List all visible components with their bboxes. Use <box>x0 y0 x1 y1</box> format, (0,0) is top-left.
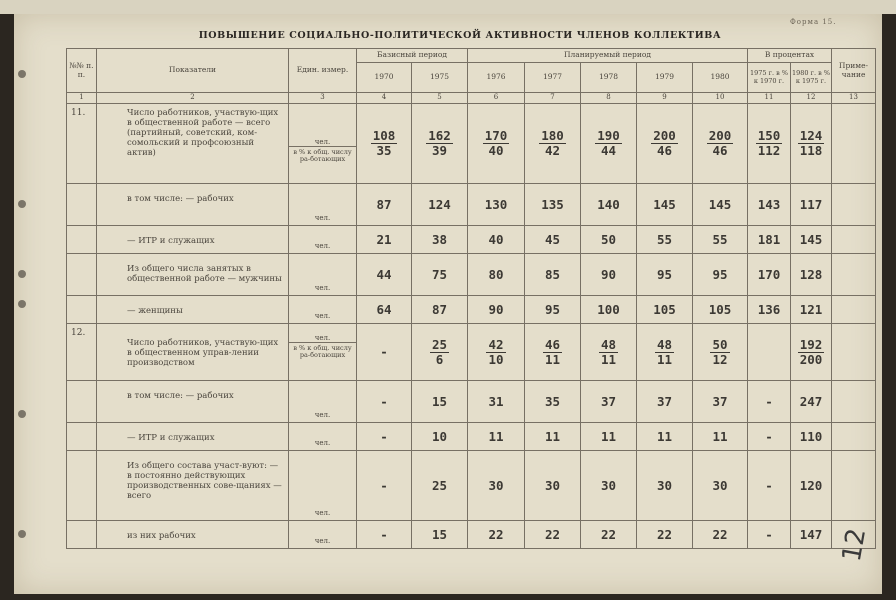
value-cell: 110 <box>791 423 832 451</box>
value-cell <box>468 324 525 381</box>
value-cell: 87 <box>412 296 468 324</box>
value-bottom: 11 <box>656 351 673 367</box>
header-indicators: Показатели <box>97 49 289 93</box>
value-cell <box>412 324 468 381</box>
table-row <box>67 324 876 381</box>
value-bottom: 44 <box>600 143 617 158</box>
handwritten-page-mark: 12 <box>836 526 873 564</box>
value-top: 48 <box>600 336 617 352</box>
value-bottom: 12 <box>712 351 728 367</box>
row-label: в том числе: — рабочих <box>97 184 289 226</box>
value-bottom: 112 <box>757 143 781 158</box>
unit-cell: чел. <box>289 226 357 254</box>
value-cell: 80 <box>468 254 525 296</box>
value-top: 200 <box>708 128 732 143</box>
column-number-row <box>67 93 876 104</box>
value-bottom: 46 <box>656 143 673 158</box>
value-top: 108 <box>372 128 396 143</box>
unit-pct: в % к общ. числу ра-ботающих <box>293 148 352 163</box>
value-cell: 136 <box>748 296 791 324</box>
binding-hole <box>18 70 26 78</box>
table-row <box>67 423 876 451</box>
row-number <box>67 423 97 451</box>
value-cell: 40 <box>468 226 525 254</box>
value-cell: 35 <box>525 381 581 423</box>
value-cell <box>637 324 693 381</box>
value-cell: 21 <box>357 226 412 254</box>
value-cell: 11 <box>525 423 581 451</box>
value-top: 48 <box>656 336 673 352</box>
row-label: в том числе: — рабочих <box>97 381 289 423</box>
value-cell: - <box>357 451 412 521</box>
unit-cell <box>289 324 357 381</box>
value-bottom: 40 <box>488 143 504 158</box>
value-cell <box>525 324 581 381</box>
value-cell: - <box>357 521 412 549</box>
value-cell: 44 <box>357 254 412 296</box>
value-cell: 145 <box>791 226 832 254</box>
value-cell: 55 <box>693 226 748 254</box>
value-cell: 117 <box>791 184 832 226</box>
value-cell: 30 <box>693 451 748 521</box>
value-cell: 30 <box>525 451 581 521</box>
value-cell: 90 <box>581 254 637 296</box>
note-cell <box>832 296 876 324</box>
binding-hole <box>18 410 26 418</box>
unit-chel: чел. <box>289 324 356 343</box>
table-row <box>67 381 876 423</box>
value-cell: 55 <box>637 226 693 254</box>
header-num: №№ п. п. <box>67 49 97 93</box>
unit-cell: чел. <box>289 296 357 324</box>
value-cell: - <box>357 423 412 451</box>
value-cell: 145 <box>693 184 748 226</box>
value-cell: 25 <box>412 451 468 521</box>
table-row <box>67 451 876 521</box>
value-cell: 130 <box>468 184 525 226</box>
value-cell: 30 <box>468 451 525 521</box>
value-top: 200 <box>653 128 676 143</box>
value-cell: 10 <box>412 423 468 451</box>
binding-hole <box>18 300 26 308</box>
value-cell: 22 <box>637 521 693 549</box>
value-cell: - <box>748 521 791 549</box>
column-number: 13 <box>832 93 876 104</box>
value-bottom: 11 <box>544 351 561 367</box>
value-cell <box>412 104 468 184</box>
table-row <box>67 104 876 184</box>
value-top: 162 <box>428 128 451 143</box>
value-cell: 135 <box>525 184 581 226</box>
value-cell: 11 <box>581 423 637 451</box>
row-label: Число работников, участвую-щих в общественном управ-лении производством <box>97 324 289 381</box>
value-cell: 15 <box>412 381 468 423</box>
column-number: 1 <box>67 93 97 104</box>
column-number: 6 <box>468 93 525 104</box>
value-cell: 22 <box>468 521 525 549</box>
column-number: 4 <box>357 93 412 104</box>
note-cell <box>832 254 876 296</box>
value-cell: 140 <box>581 184 637 226</box>
value-top: 170 <box>484 128 508 143</box>
value-cell: 22 <box>525 521 581 549</box>
value-cell: 95 <box>637 254 693 296</box>
value-cell: 147 <box>791 521 832 549</box>
value-cell: 11 <box>468 423 525 451</box>
column-number: 3 <box>289 93 357 104</box>
column-number: 2 <box>97 93 289 104</box>
table-row <box>67 296 876 324</box>
row-number <box>67 184 97 226</box>
unit-chel: чел. <box>289 104 356 147</box>
unit-cell: чел. <box>289 451 357 521</box>
header-planned-period: Планируемый период <box>468 49 748 63</box>
value-cell: 15 <box>412 521 468 549</box>
value-cell <box>791 324 832 381</box>
column-number: 9 <box>637 93 693 104</box>
header-pct-1980-1975: 1980 г. в % к 1975 г. <box>791 63 832 93</box>
value-bottom: 42 <box>544 143 561 158</box>
row-label: — женщины <box>97 296 289 324</box>
row-label: Из общего состава участ-вуют: — в постоянно действующих производственных сове-щаниях — всего <box>97 451 289 521</box>
header-year: 1970 <box>357 63 412 93</box>
value-cell: 121 <box>791 296 832 324</box>
note-cell <box>832 423 876 451</box>
value-bottom: 118 <box>799 143 823 158</box>
value-cell: 100 <box>581 296 637 324</box>
value-cell: 143 <box>748 184 791 226</box>
value-cell: 22 <box>693 521 748 549</box>
value-cell: 95 <box>525 296 581 324</box>
row-number <box>67 521 97 549</box>
value-top: 190 <box>597 128 620 143</box>
value-cell <box>357 324 412 381</box>
row-label: Число работников, участвую-щих в общественной работе — всего (партийный, советский, ком-сомольский и профсоюзный актив) <box>97 104 289 184</box>
header-year: 1978 <box>581 63 637 93</box>
value-cell: 37 <box>637 381 693 423</box>
value-cell: 64 <box>357 296 412 324</box>
value-cell: 30 <box>637 451 693 521</box>
value-cell <box>525 104 581 184</box>
value-cell: 95 <box>693 254 748 296</box>
value-cell: 181 <box>748 226 791 254</box>
table-row <box>67 521 876 549</box>
row-number: 12. <box>67 324 97 381</box>
value-bottom: 6 <box>435 351 444 367</box>
note-cell <box>832 226 876 254</box>
value-bottom: 46 <box>712 143 728 158</box>
header-base-period: Базисный период <box>357 49 468 63</box>
value-cell <box>748 104 791 184</box>
column-number: 8 <box>581 93 637 104</box>
value-bottom: 39 <box>431 143 448 158</box>
row-number <box>67 226 97 254</box>
row-label: из них рабочих <box>97 521 289 549</box>
unit-pct: в % к общ. числу ра-ботающих <box>293 344 352 359</box>
value-top: 46 <box>544 336 561 352</box>
header-pct-1975-1970: 1975 г. в % к 1970 г. <box>748 63 791 93</box>
row-label: — ИТР и служащих <box>97 423 289 451</box>
table-row <box>67 254 876 296</box>
unit-cell: чел. <box>289 423 357 451</box>
value-cell: 87 <box>357 184 412 226</box>
value-cell: 145 <box>637 184 693 226</box>
value-bottom: 35 <box>376 143 392 158</box>
header-year: 1975 <box>412 63 468 93</box>
value-cell <box>693 324 748 381</box>
value-cell: 247 <box>791 381 832 423</box>
value-cell <box>581 104 637 184</box>
row-label: Из общего числа занятых в общественной работе — мужчины <box>97 254 289 296</box>
note-cell <box>832 324 876 381</box>
value-cell: 170 <box>748 254 791 296</box>
column-number: 5 <box>412 93 468 104</box>
form-label: Форма 15. <box>790 18 837 26</box>
header-percent: В процентах <box>748 49 832 63</box>
header-year: 1980 <box>693 63 748 93</box>
column-number: 10 <box>693 93 748 104</box>
value-cell: - <box>748 381 791 423</box>
value-cell: 11 <box>693 423 748 451</box>
value-cell: 45 <box>525 226 581 254</box>
value-cell: 37 <box>693 381 748 423</box>
row-number <box>67 296 97 324</box>
value-cell: 50 <box>581 226 637 254</box>
value-cell: 31 <box>468 381 525 423</box>
value-cell: 120 <box>791 451 832 521</box>
header-unit: Един. измер. <box>289 49 357 93</box>
value-top: 25 <box>431 336 448 352</box>
value-cell: 90 <box>468 296 525 324</box>
value-cell: 22 <box>581 521 637 549</box>
value-cell: 30 <box>581 451 637 521</box>
binding-hole <box>18 530 26 538</box>
value-cell: - <box>357 381 412 423</box>
value-cell: 75 <box>412 254 468 296</box>
value-cell: 37 <box>581 381 637 423</box>
binding-hole <box>18 200 26 208</box>
value-cell: - <box>748 451 791 521</box>
value-top: 192 <box>799 336 823 352</box>
unit-cell <box>289 104 357 184</box>
unit-cell: чел. <box>289 184 357 226</box>
scan-top-band <box>0 0 896 14</box>
column-number: 7 <box>525 93 581 104</box>
value-cell <box>468 104 525 184</box>
row-number <box>67 381 97 423</box>
value-cell: 105 <box>693 296 748 324</box>
row-label: — ИТР и служащих <box>97 226 289 254</box>
value-cell: 105 <box>637 296 693 324</box>
value-bottom: 200 <box>799 351 823 367</box>
table-row <box>67 184 876 226</box>
value-cell: - <box>748 423 791 451</box>
header-note: Приме-чание <box>832 49 876 93</box>
value-cell <box>357 104 412 184</box>
value-top: 50 <box>712 336 728 352</box>
value-cell: 128 <box>791 254 832 296</box>
activity-table <box>66 48 876 549</box>
row-number <box>67 451 97 521</box>
table-row <box>67 226 876 254</box>
value-cell <box>637 104 693 184</box>
unit-cell: чел. <box>289 381 357 423</box>
column-number: 11 <box>748 93 791 104</box>
unit-cell: чел. <box>289 254 357 296</box>
header-year: 1979 <box>637 63 693 93</box>
document-title: ПОВЫШЕНИЕ СОЦИАЛЬНО-ПОЛИТИЧЕСКОЙ АКТИВНОСТИ ЧЛЕНОВ КОЛЛЕКТИВА <box>198 30 722 41</box>
value-top: 42 <box>488 336 504 352</box>
column-number: 12 <box>791 93 832 104</box>
header-year: 1976 <box>468 63 525 93</box>
value-cell: 124 <box>412 184 468 226</box>
note-cell <box>832 451 876 521</box>
value-cell <box>581 324 637 381</box>
header-year: 1977 <box>525 63 581 93</box>
note-cell <box>832 184 876 226</box>
value-bottom: 11 <box>600 351 617 367</box>
value-cell: 38 <box>412 226 468 254</box>
value-top: 150 <box>757 128 781 143</box>
binding-hole <box>18 270 26 278</box>
value-cell: 85 <box>525 254 581 296</box>
unit-cell: чел. <box>289 521 357 549</box>
value-cell <box>791 104 832 184</box>
row-number <box>67 254 97 296</box>
value-bottom: 10 <box>488 351 504 367</box>
value-cell <box>748 324 791 381</box>
value-cell: 11 <box>637 423 693 451</box>
note-cell <box>832 104 876 184</box>
value-top: - <box>380 344 388 359</box>
row-number: 11. <box>67 104 97 184</box>
note-cell <box>832 381 876 423</box>
value-top: 180 <box>541 128 564 143</box>
value-cell <box>693 104 748 184</box>
value-top: 124 <box>799 128 823 143</box>
